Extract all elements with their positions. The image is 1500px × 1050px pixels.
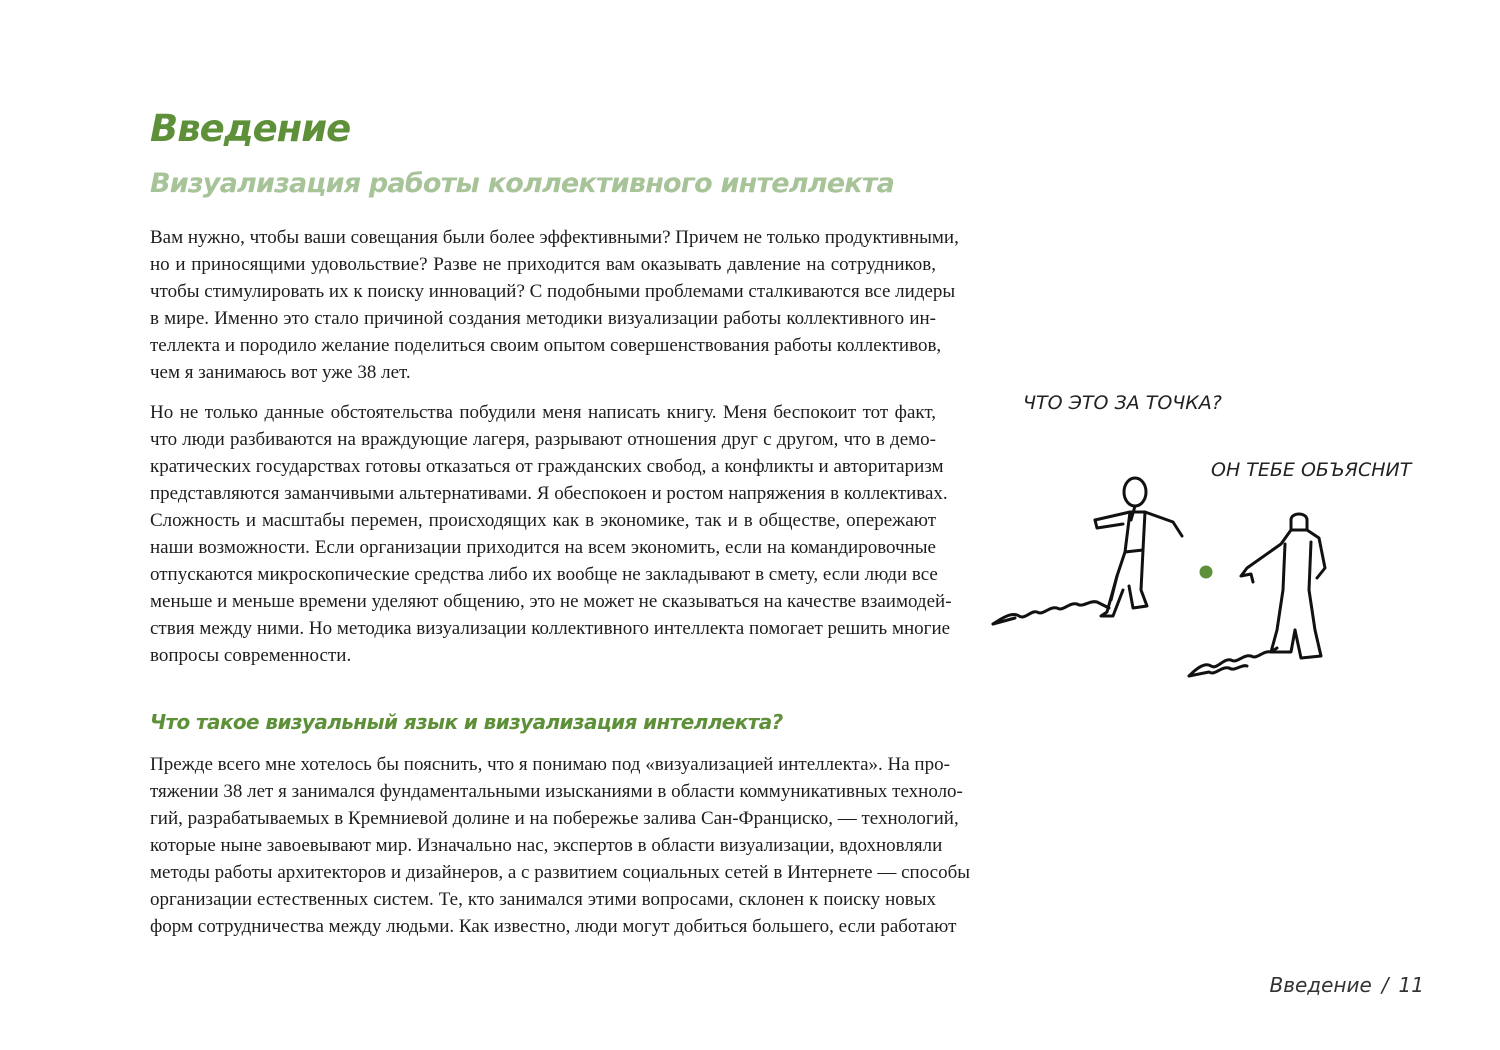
left-figure-left-hand bbox=[1095, 520, 1123, 528]
two-figures-illustration bbox=[985, 380, 1425, 700]
text-line: организации естественных систем. Те, кто занимался этими вопросами, склонен к поиску новых bbox=[150, 889, 936, 910]
right-figure-body-right bbox=[1295, 542, 1321, 658]
text-line: чтобы стимулировать их к поиску инноваций? С подобными проблемами сталкиваются все лидеры bbox=[150, 281, 956, 302]
text-line: кратических государствах готовы отказаться от гражданских свобод, а конфликты и авторитаризм bbox=[150, 456, 944, 477]
paragraph-intro bbox=[150, 224, 959, 386]
page-number: 11 bbox=[1398, 973, 1424, 997]
text-line: форм сотрудничества между людьми. Как известно, люди могут добиться большего, если работают bbox=[150, 916, 957, 937]
text-line: чем я занимаюсь вот уже 38 лет. bbox=[150, 362, 411, 383]
left-figure bbox=[1095, 478, 1182, 616]
text-line: наши возможности. Если организации приходится на всем экономить, если на командировочные bbox=[150, 537, 936, 558]
text-line: в мире. Именно это стало причиной создания методики визуализации работы коллективного ин- bbox=[150, 308, 936, 329]
left-figure-arms bbox=[1095, 512, 1182, 536]
text-line: меньше и меньше времени уделяют общению, это не может не сказываться на качестве взаимодей- bbox=[150, 591, 952, 612]
text-line: Вам нужно, чтобы ваши совещания были более эффективными? Причем не только продуктивными, bbox=[150, 227, 959, 248]
speech-right-text: ОН ТЕБЕ ОБЪЯСНИТ bbox=[1211, 459, 1412, 481]
illustration-drawing bbox=[985, 380, 1425, 700]
speech-left-text: ЧТО ЭТО ЗА ТОЧКА? bbox=[1023, 392, 1222, 414]
section-heading: Что такое визуальный язык и визуализация интеллекта? bbox=[150, 710, 783, 734]
paragraph-motivation bbox=[150, 399, 952, 669]
text-line: Сложность и масштабы перемен, происходящих как в экономике, так и в обществе, опережают bbox=[150, 510, 936, 531]
text-line: тяжении 38 лет я занимался фундаментальными изысканиями в области коммуникативных техноло- bbox=[150, 781, 963, 802]
text-line: которые ныне завоевывают мир. Изначально нас, экспертов в области визуализации, вдохновляли bbox=[150, 835, 943, 856]
text-line: представляются заманчивыми альтернативами. Я обеспокоен и ростом напряжения в коллективах. bbox=[150, 483, 948, 504]
left-figure-legs bbox=[1101, 576, 1123, 616]
footer-separator: / bbox=[1381, 973, 1389, 997]
footer-section-name: Введение bbox=[1269, 973, 1372, 997]
page-title: Введение bbox=[150, 107, 351, 150]
left-figure-front bbox=[1129, 512, 1147, 608]
left-figure-belt bbox=[1125, 550, 1143, 552]
text-line: ствия между ними. Но методика визуализации коллективного интеллекта помогает решить многие bbox=[150, 618, 951, 639]
page-footer bbox=[1269, 970, 1424, 1000]
text-line: Прежде всего мне хотелось бы пояснить, что я понимаю под «визуализацией интеллекта». На про- bbox=[150, 754, 950, 775]
text-line: но и приносящими удовольствие? Разве не приходится вам оказывать давление на сотрудников, bbox=[150, 254, 936, 275]
paragraph-definition bbox=[150, 751, 971, 940]
page-subtitle: Визуализация работы коллективного интеллекта bbox=[150, 168, 895, 199]
left-figure-head bbox=[1124, 478, 1146, 506]
text-line: гий, разрабатываемых в Кремниевой долине и на побережье залива Сан-Франциско, — технологий, bbox=[150, 808, 959, 829]
text-line: Но не только данные обстоятельства побудили меня написать книгу. Меня беспокоит тот факт, bbox=[150, 402, 936, 423]
text-line: вопросы современности. bbox=[150, 645, 352, 666]
text-line: отпускаются микроскопические средства либо их вообще не закладывают в смету, если люди все bbox=[150, 564, 938, 585]
text-line: методы работы архитекторов и дизайнеров, а с развитием социальных сетей в Интернете — способы bbox=[150, 862, 971, 883]
right-figure bbox=[1241, 514, 1325, 658]
right-figure-head bbox=[1291, 514, 1307, 530]
green-dot bbox=[1200, 566, 1213, 579]
right-figure-shadow bbox=[1189, 648, 1277, 676]
text-line: теллекта и породило желание поделиться своим опытом совершенствования работы коллективов, bbox=[150, 335, 942, 356]
right-figure-body-left bbox=[1271, 544, 1295, 652]
text-line: что люди разбиваются на враждующие лагеря, разрывают отношения друг с другом, что в демо- bbox=[150, 429, 936, 450]
